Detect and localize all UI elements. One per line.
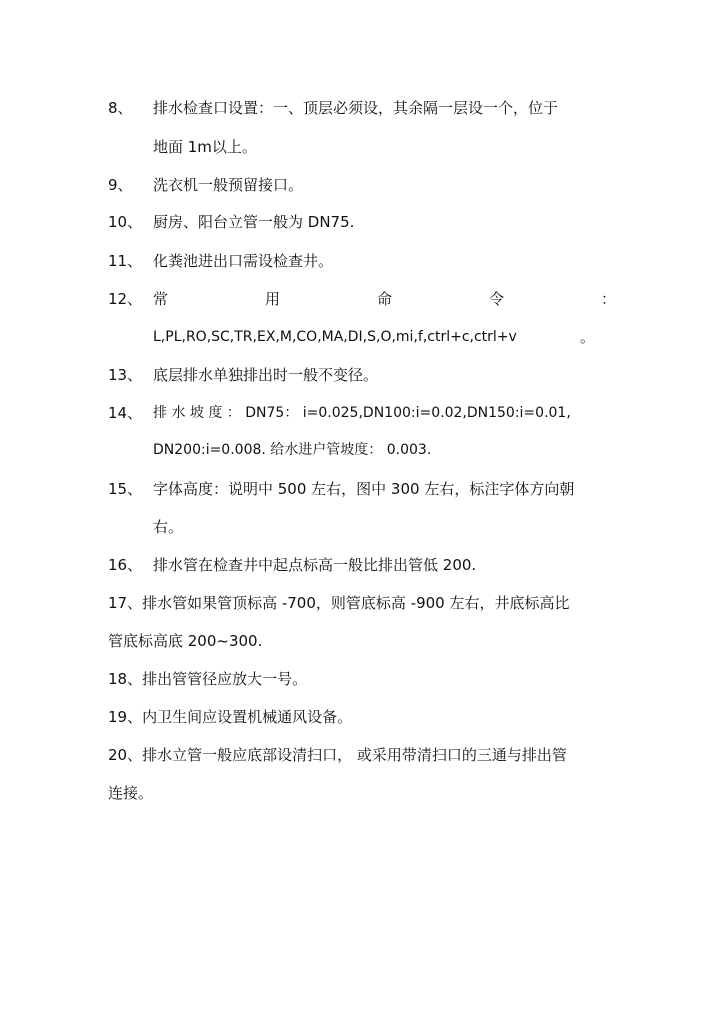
item-char: 常 xyxy=(153,290,169,308)
item-number: 16、 xyxy=(108,556,143,574)
item-text: 字体高度：说明中 500 左右，图中 300 左右，标注字体方向朝 xyxy=(153,480,575,498)
item-number: 9、 xyxy=(108,176,133,194)
item-text-continuation: L,PL,RO,SC,TR,EX,M,CO,MA,DI,S,O,mi,f,ctrl+c,ctrl+v xyxy=(153,329,517,345)
item-text: 排水管在检查井中起点标高一般比排出管低 200. xyxy=(153,556,477,574)
item-text: 洗衣机一般预留接口。 xyxy=(153,176,304,194)
item-text-continuation: 右。 xyxy=(153,518,184,536)
item-char: 命 xyxy=(377,290,393,308)
item-text: 厨房、阳台立管一般为 DN75. xyxy=(153,213,355,231)
item-char: 令 xyxy=(489,290,505,308)
item-text: 17、排水管如果管顶标高 -700，则管底标高 -900 左右，井底标高比 xyxy=(108,594,570,612)
item-number: 10、 xyxy=(108,213,143,231)
item-char: ： xyxy=(601,290,617,308)
item-text-continuation: 连接。 xyxy=(108,784,154,802)
item-text: 排 水 坡 度 ： DN75： i=0.025,DN100:i=0.02,DN150:i=0.01, xyxy=(153,405,571,421)
item-number: 14、 xyxy=(108,404,143,422)
item-number: 12、 xyxy=(108,290,143,308)
item-number: 15、 xyxy=(108,480,143,498)
item-text: 18、排出管管径应放大一号。 xyxy=(108,670,308,688)
item-text-continuation: DN200:i=0.008. 给水进户管坡度： 0.003. xyxy=(153,442,432,458)
item-text: 化粪池进出口需设检查井。 xyxy=(153,252,334,270)
item-number: 8、 xyxy=(108,99,133,117)
item-number: 11、 xyxy=(108,252,143,270)
item-text: 19、内卫生间应设置机械通风设备。 xyxy=(108,708,353,726)
item-text-justified xyxy=(0,289,725,309)
item-text: 20、排水立管一般应底部设清扫口， 或采用带清扫口的三通与排出管 xyxy=(108,746,567,764)
item-text: 底层排水单独排出时一般不变径。 xyxy=(153,366,379,384)
item-text-continuation: 地面 1m以上。 xyxy=(153,138,257,156)
item-text: 排水检查口设置：一、顶层必须设，其余隔一层设一个，位于 xyxy=(153,99,559,117)
item-number: 13、 xyxy=(108,366,143,384)
item-text-continuation: 管底标高底 200~300. xyxy=(108,632,263,650)
item-char: 用 xyxy=(265,290,281,308)
item-text-end: 。 xyxy=(580,328,596,346)
